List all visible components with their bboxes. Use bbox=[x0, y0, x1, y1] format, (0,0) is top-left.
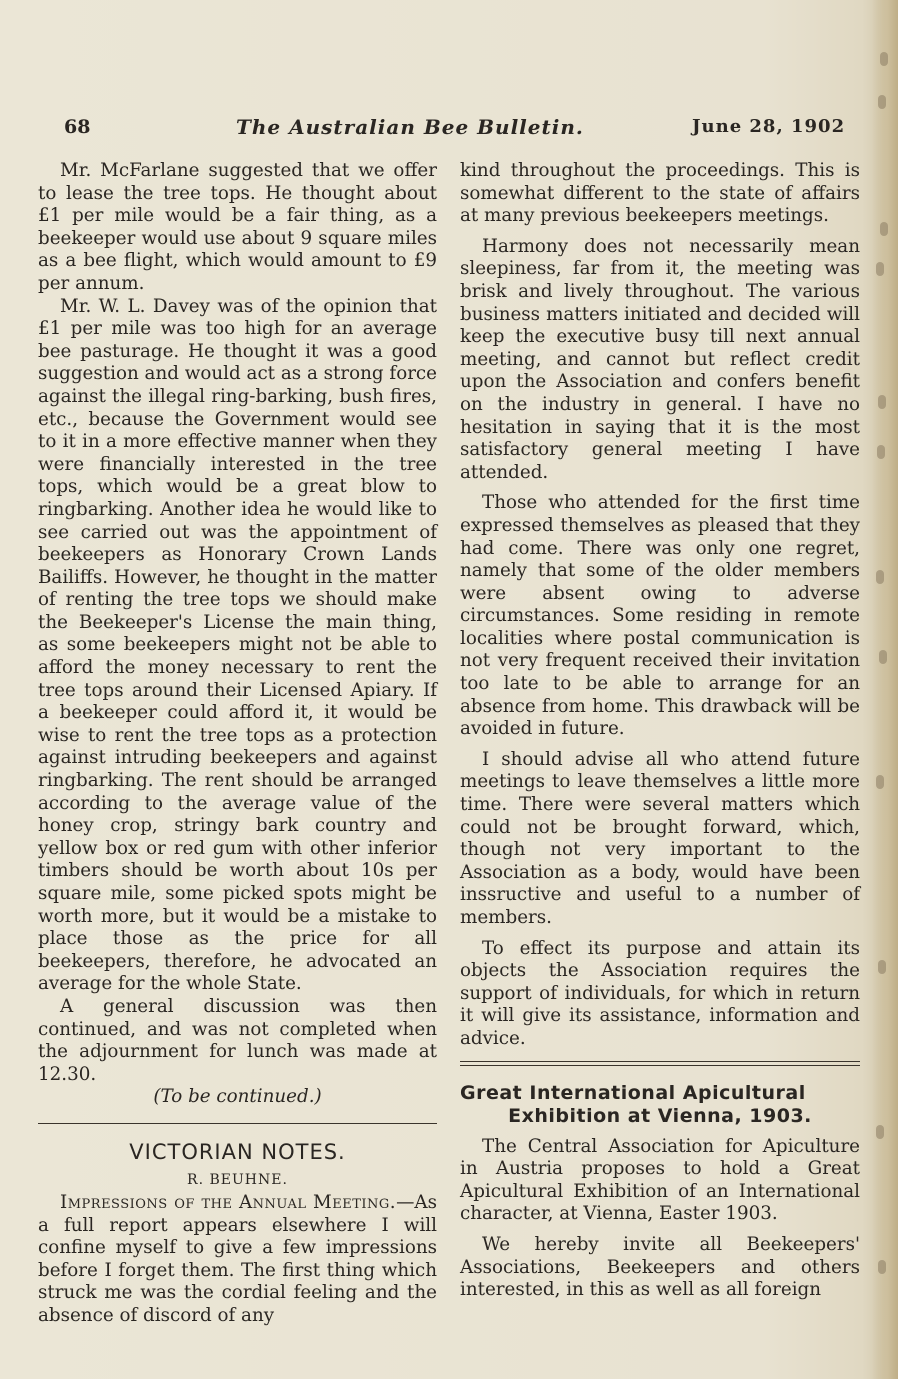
running-header bbox=[0, 116, 898, 140]
exhibition-heading-line1: Great International Apicultural bbox=[460, 1081, 806, 1104]
page-number: 68 bbox=[64, 116, 91, 138]
section-title: VICTORIAN NOTES. bbox=[129, 1139, 346, 1164]
exhibition-heading bbox=[460, 1082, 860, 1128]
paragraph-lead: Impressions of the Annual Meeting. bbox=[60, 1191, 397, 1213]
paragraph: The Central Association for Apiculture in Austria proposes to hold a Great Apicultural Exhibition of an International character, at Vienna, Easter 1903. bbox=[460, 1135, 860, 1225]
edge-mark bbox=[876, 570, 884, 584]
edge-mark bbox=[878, 1260, 886, 1274]
edge-mark bbox=[876, 775, 884, 789]
paragraph: Mr. W. L. Davey was of the opinion that £1 per mile was too high for an average bee pasturage. He thought it was a good suggestion and would act as a strong force against the illegal ring-barking, bush fires, etc., because the Government would see to it in a more effective manner when they were financially interested in the tree tops, which would be a great blow to ringbarking. Another idea he would like to see carried out was the appointment of beekeepers as Honorary Crown Lands Bailiffs. However, he thought in the matter of renting the tree tops we should make the Beekeeper's License the main thing, as some beekeepers might not be able to afford the money necessary to rent the tree tops around their Licensed Apiary. If a beekeeper could afford it, it would be wise to rent the tree tops as a protection against intruding beekeepers and against ringbarking. The rent should be arranged according to the average value of the honey crop, stringy bark country and yellow box or red gum with other inferior timbers should be worth about 10s per square mile, some picked spots might be worth more, but it would be a mistake to place those as the price for all beekeepers, therefore, he advocated an average for the whole State. bbox=[38, 295, 437, 995]
paragraph: A general discussion was then continued, and was not completed when the adjournment for lunch was made at 12.30. bbox=[38, 995, 437, 1085]
edge-mark bbox=[880, 52, 888, 66]
edge-mark bbox=[880, 222, 888, 236]
page-edge bbox=[872, 0, 898, 1379]
edge-mark bbox=[876, 262, 884, 276]
continued-note: (To be continued.) bbox=[153, 1086, 322, 1108]
paragraph: I should advise all who attend future meetings to leave themselves a little more time. There were several matters which could not be brought forward, which, though not very important to the Association as a body, would have been inssructive and useful to a number of members. bbox=[460, 748, 860, 928]
paragraph bbox=[38, 1192, 437, 1328]
issue-date: June 28, 1902 bbox=[692, 116, 846, 137]
paragraph: Those who attended for the first time expressed themselves as pleased that they had come. There was only one regret, namely that some of the older members were absent owing to adverse circumstances. Some residing in remote localities where postal communication is not very frequent received their invitation too late to be able to arrange for an absence from home. This drawback will be avoided in future. bbox=[460, 492, 860, 740]
divider bbox=[460, 1061, 860, 1066]
paragraph: kind throughout the proceedings. This is somewhat different to the state of affairs at many previous beekeepers meetings. bbox=[460, 160, 860, 227]
paragraph: Harmony does not necessarily mean sleepiness, far from it, the meeting was brisk and lively throughout. The various business matters initiated and decided will keep the executive busy till next annual meeting, and cannot but reflect credit upon the Association and confers benefit on the industry in general. I have no hesitation in saying that it is the most satisfactory general meeting I have attended. bbox=[460, 235, 860, 483]
author-byline: R. BEUHNE. bbox=[187, 1171, 288, 1188]
edge-mark bbox=[876, 1125, 884, 1139]
edge-mark bbox=[878, 960, 886, 974]
edge-mark bbox=[878, 95, 886, 109]
left-column bbox=[38, 160, 437, 1328]
paragraph: To effect its purpose and attain its objects the Association requires the support of individuals, for which in return it will give its assistance, information and advice. bbox=[460, 937, 860, 1049]
paragraph: We hereby invite all Beekeepers' Associations, Beekeepers and others interested, in this as well as all foreign bbox=[460, 1233, 860, 1301]
right-column bbox=[460, 160, 860, 1302]
journal-title: The Australian Bee Bulletin. bbox=[236, 115, 584, 139]
paragraph-body: —As a full report appears elsewhere I will confine myself to give a few impressions before I forget them. The first thing which struck me was the cordial feeling and the absence of discord of any bbox=[38, 1191, 437, 1326]
paragraph: Mr. McFarlane suggested that we offer to lease the tree tops. He thought about £1 per mile would be a fair thing, as a beekeeper would use about 9 square miles as a bee flight, which would amount to £9 per annum. bbox=[38, 160, 437, 294]
exhibition-heading-line2: Exhibition at Vienna, 1903. bbox=[508, 1104, 812, 1127]
divider bbox=[38, 1123, 437, 1124]
edge-mark bbox=[877, 445, 885, 459]
edge-mark bbox=[878, 395, 886, 409]
edge-mark bbox=[879, 650, 887, 664]
